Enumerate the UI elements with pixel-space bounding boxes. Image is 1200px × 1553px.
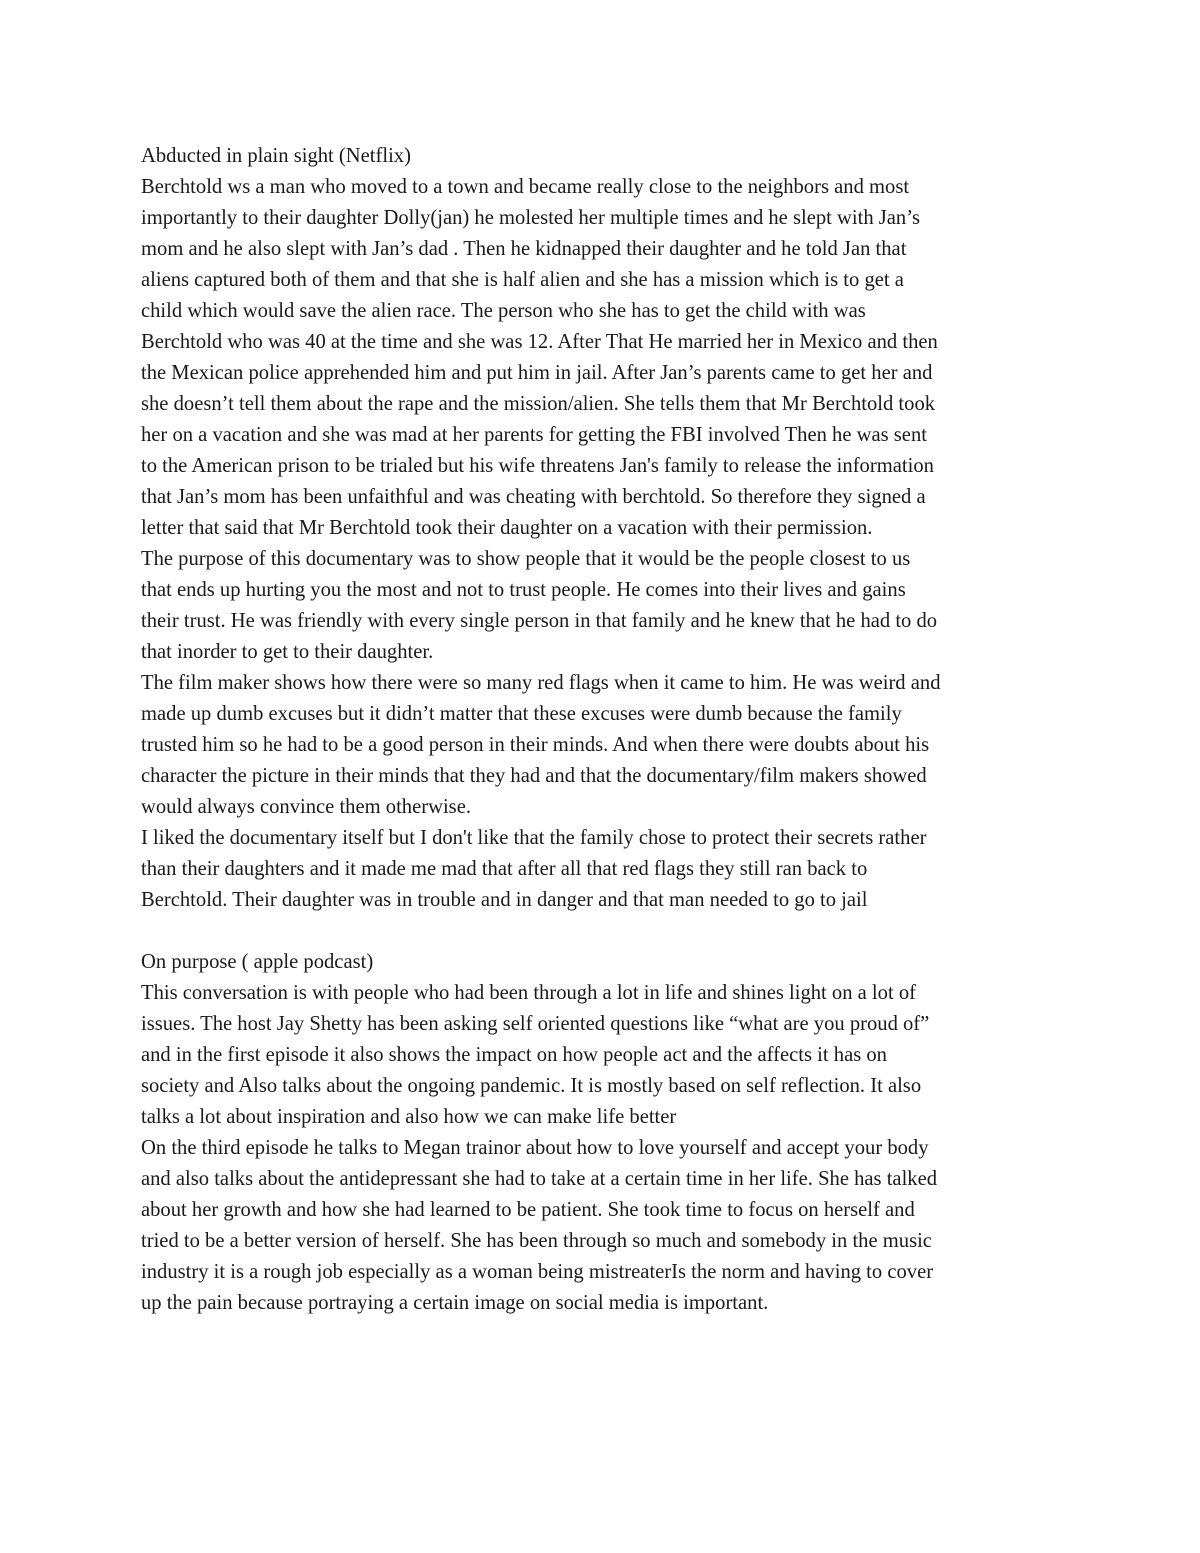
text-line: would always convince them otherwise. bbox=[141, 796, 471, 818]
text-line: character the picture in their minds that they had and that the documentary/film makers showed bbox=[141, 765, 927, 787]
blank-line bbox=[141, 916, 1061, 947]
text-line: their trust. He was friendly with every single person in that family and he knew that he had to do bbox=[141, 610, 938, 632]
text-line: Berchtold who was 40 at the time and she was 12. After That He married her in Mexico and then bbox=[141, 331, 938, 353]
text-line: child which would save the alien race. The person who she has to get the child with was bbox=[141, 300, 866, 322]
text-line: Berchtold. Their daughter was in trouble and in danger and that man needed to go to jail bbox=[141, 889, 868, 911]
text-line: letter that said that Mr Berchtold took their daughter on a vacation with their permission. bbox=[141, 517, 873, 539]
text-line: issues. The host Jay Shetty has been asking self oriented questions like “what are you proud of” bbox=[141, 1013, 930, 1035]
text-line: importantly to their daughter Dolly(jan) he molested her multiple times and he slept with Jan’s bbox=[141, 207, 920, 229]
text-line: she doesn’t tell them about the rape and the mission/alien. She tells them that Mr Berchtold took bbox=[141, 393, 936, 415]
text-line: talks a lot about inspiration and also how we can make life better bbox=[141, 1106, 677, 1128]
text-line: and in the first episode it also shows the impact on how people act and the affects it has on bbox=[141, 1044, 887, 1066]
text-line: mom and he also slept with Jan’s dad . Then he kidnapped their daughter and he told Jan that bbox=[141, 238, 907, 260]
text-line: industry it is a rough job especially as a woman being mistreaterIs the norm and having to cover bbox=[141, 1261, 934, 1283]
text-line: The film maker shows how there were so many red flags when it came to him. He was weird and bbox=[141, 672, 941, 694]
text-line: that inorder to get to their daughter. bbox=[141, 641, 434, 663]
text-line: about her growth and how she had learned to be patient. She took time to focus on herself and bbox=[141, 1199, 915, 1221]
text-line: I liked the documentary itself but I don't like that the family chose to protect their secrets rather bbox=[141, 827, 927, 849]
section-on-purpose-text bbox=[141, 978, 1061, 1319]
text-line: trusted him so he had to be a good person in their minds. And when there were doubts about his bbox=[141, 734, 930, 756]
text-line: the Mexican police apprehended him and put him in jail. After Jan’s parents came to get her and bbox=[141, 362, 933, 384]
section-abducted-text bbox=[141, 172, 1061, 916]
text-line: made up dumb excuses but it didn’t matter that these excuses were dumb because the family bbox=[141, 703, 902, 725]
text-line: her on a vacation and she was mad at her parents for getting the FBI involved Then he was sent bbox=[141, 424, 927, 446]
text-line: society and Also talks about the ongoing pandemic. It is mostly based on self reflection. It also bbox=[141, 1075, 922, 1097]
text-line: The purpose of this documentary was to show people that it would be the people closest to us bbox=[141, 548, 911, 570]
text-line: than their daughters and it made me mad that after all that red flags they still ran back to bbox=[141, 858, 868, 880]
section-title-on-purpose: On purpose ( apple podcast) bbox=[141, 951, 374, 973]
text-line: This conversation is with people who had been through a lot in life and shines light on a lot of bbox=[141, 982, 916, 1004]
document-body bbox=[141, 141, 1061, 1319]
text-line: that ends up hurting you the most and not to trust people. He comes into their lives and gains bbox=[141, 579, 906, 601]
text-line: and also talks about the antidepressant she had to take at a certain time in her life. She has talked bbox=[141, 1168, 938, 1190]
section-title-abducted: Abducted in plain sight (Netflix) bbox=[141, 145, 411, 167]
text-line: aliens captured both of them and that she is half alien and she has a mission which is to get a bbox=[141, 269, 904, 291]
text-line: that Jan’s mom has been unfaithful and was cheating with berchtold. So therefore they signed a bbox=[141, 486, 926, 508]
text-line: Berchtold ws a man who moved to a town and became really close to the neighbors and most bbox=[141, 176, 910, 198]
text-line: to the American prison to be trialed but his wife threatens Jan's family to release the information bbox=[141, 455, 934, 477]
text-line: up the pain because portraying a certain image on social media is important. bbox=[141, 1292, 769, 1314]
text-line: tried to be a better version of herself. She has been through so much and somebody in the music bbox=[141, 1230, 932, 1252]
text-line: On the third episode he talks to Megan trainor about how to love yourself and accept your body bbox=[141, 1137, 929, 1159]
